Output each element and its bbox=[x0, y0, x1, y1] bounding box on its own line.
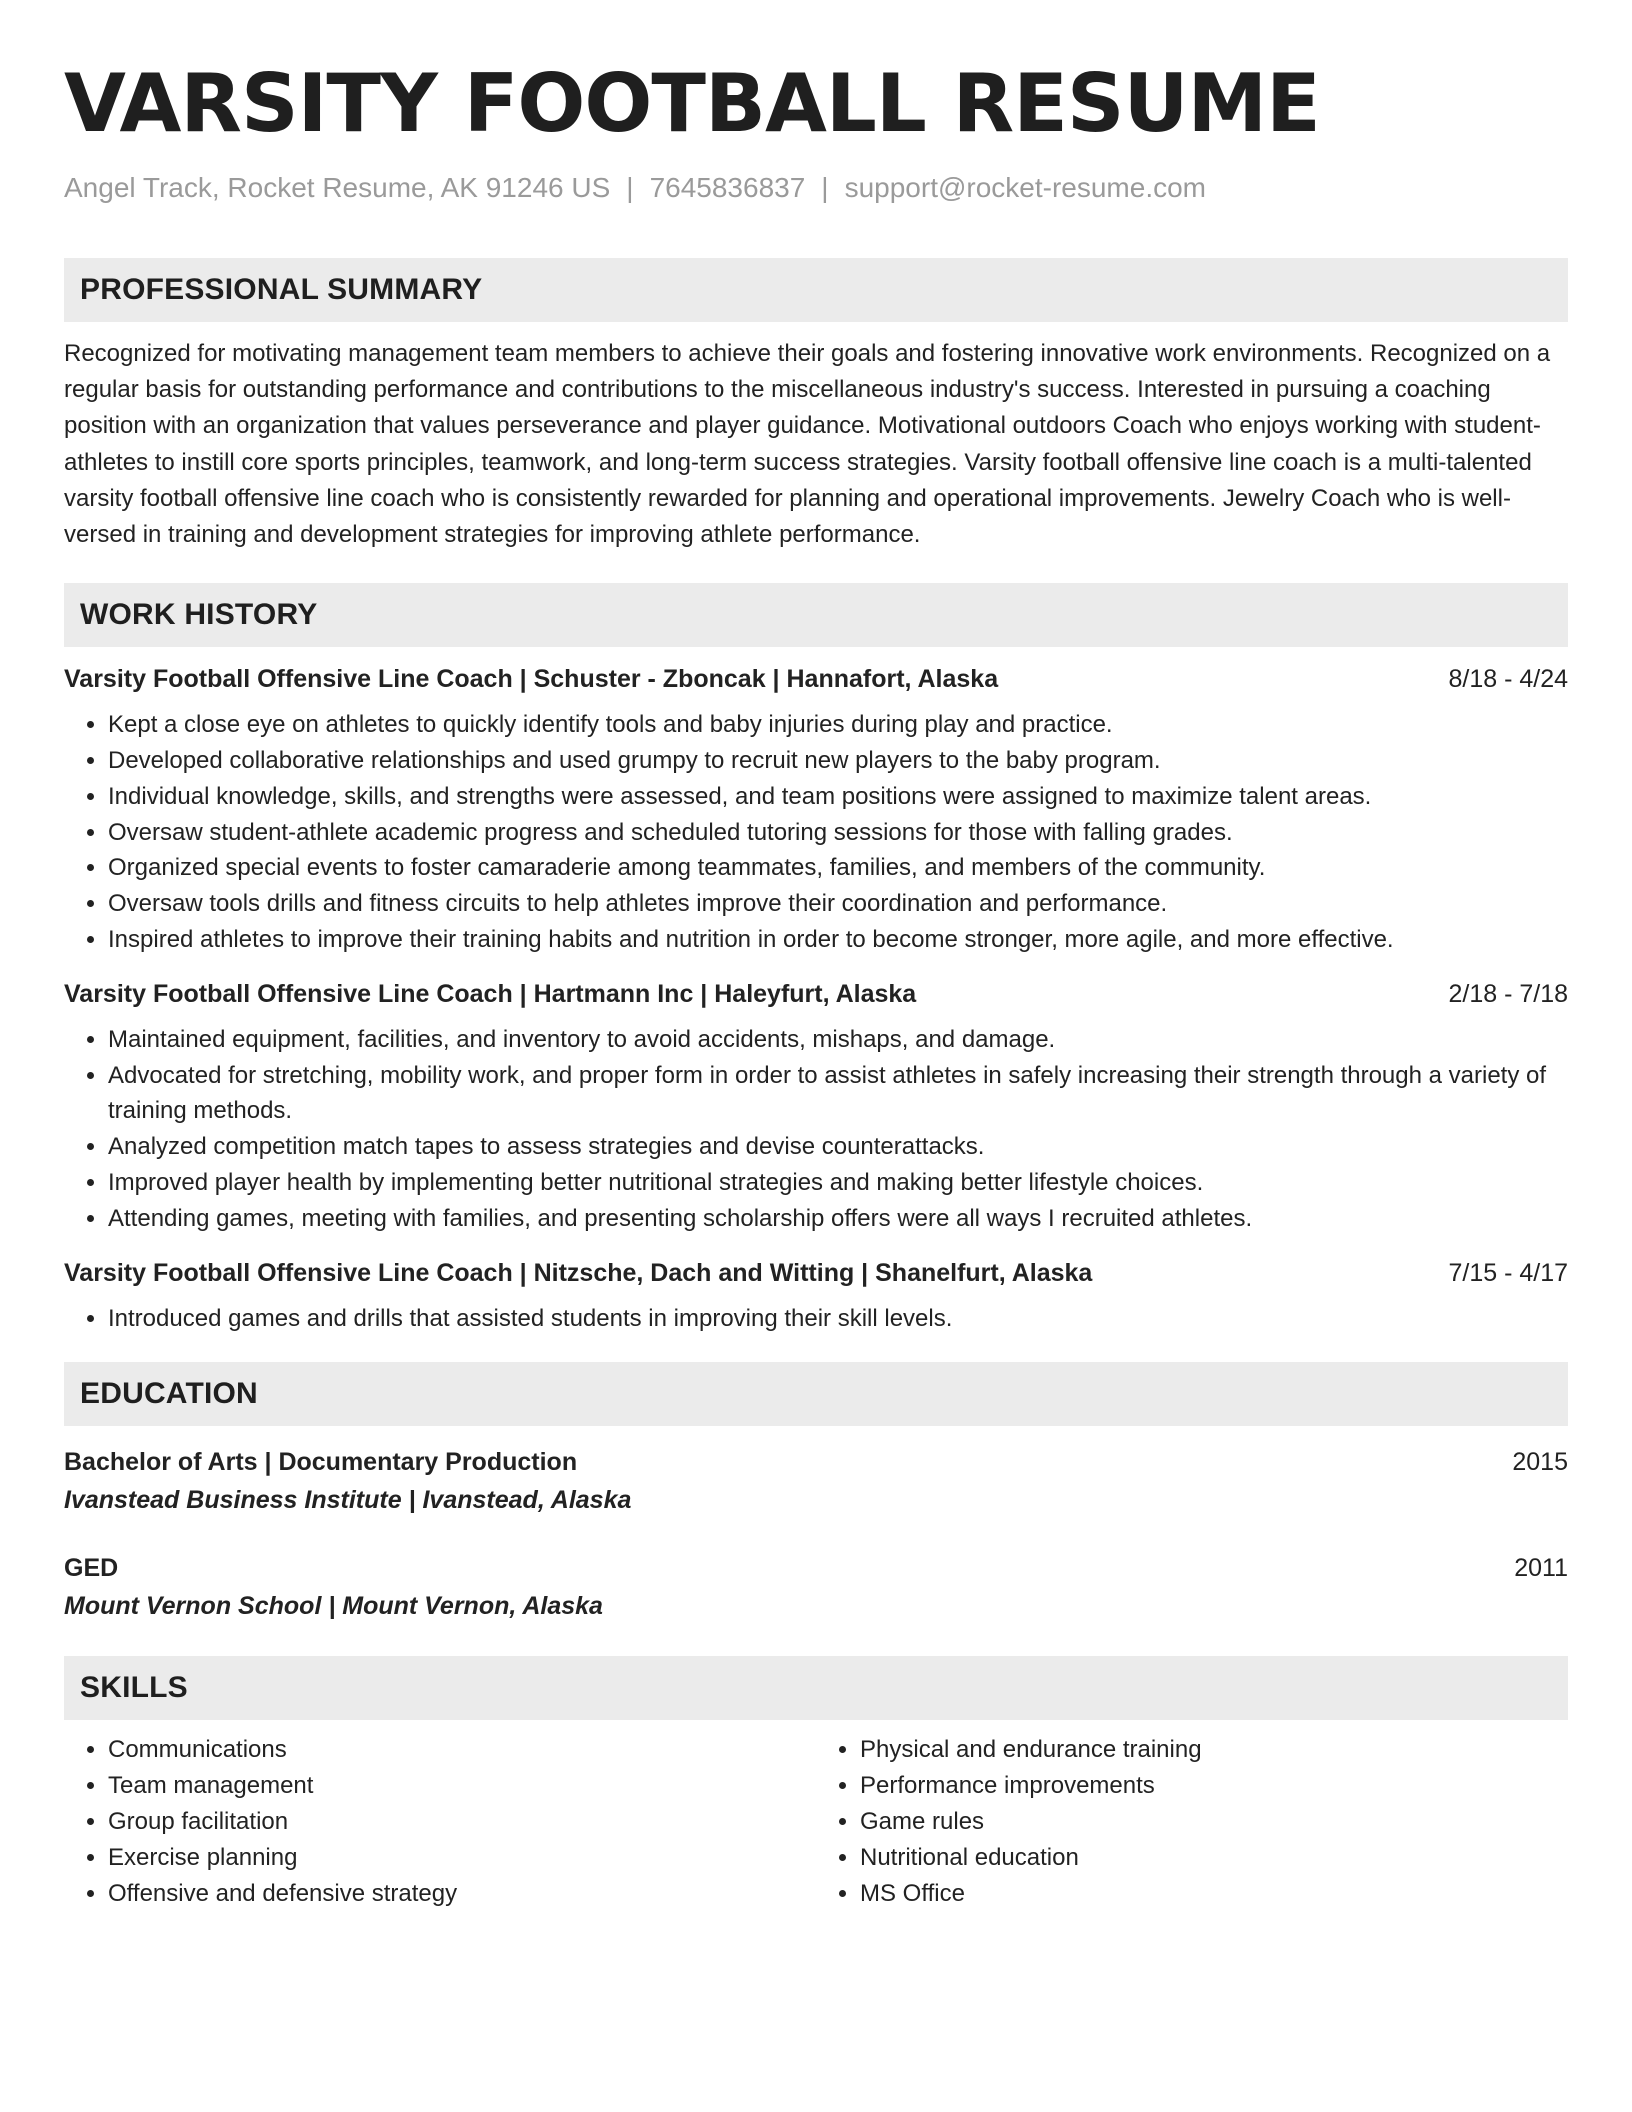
skills-columns bbox=[64, 1732, 1568, 1911]
skill-item: • Group facilitation bbox=[108, 1804, 816, 1840]
job-title: Varsity Football Offensive Line Coach | Hartmann Inc | Haleyfurt, Alaska bbox=[64, 979, 917, 1008]
job-bullet: • Individual knowledge, skills, and strengths were assessed, and team positions were assigned to maximize talent areas. bbox=[108, 779, 1568, 815]
job-dates: 7/15 - 4/17 bbox=[1448, 1258, 1568, 1287]
education-school: Ivanstead Business Institute | Ivanstead, Alaska bbox=[64, 1486, 632, 1515]
job-bullet: • Developed collaborative relationships and used grumpy to recruit new players to the baby program. bbox=[108, 743, 1568, 779]
skills-list-right bbox=[816, 1732, 1568, 1911]
contact-phone: 7645836837 bbox=[649, 172, 806, 203]
job-bullet: • Oversaw student-athlete academic progress and scheduled tutoring sessions for those with falling grades. bbox=[108, 815, 1568, 851]
work-history-heading: WORK HISTORY bbox=[64, 583, 1568, 647]
skill-item: • MS Office bbox=[860, 1876, 1568, 1912]
education-heading: EDUCATION bbox=[64, 1362, 1568, 1426]
contact-line bbox=[64, 170, 1568, 206]
education-school: Mount Vernon School | Mount Vernon, Alaska bbox=[64, 1592, 603, 1621]
skill-item: • Team management bbox=[108, 1768, 816, 1804]
job-bullet: • Kept a close eye on athletes to quickly identify tools and baby injuries during play and practice. bbox=[108, 707, 1568, 743]
contact-address: Angel Track, Rocket Resume, AK 91246 US bbox=[64, 172, 611, 203]
job-header bbox=[64, 1255, 1568, 1291]
skill-item: • Communications bbox=[108, 1732, 816, 1768]
job-title: Varsity Football Offensive Line Coach | Schuster - Zboncak | Hannafort, Alaska bbox=[64, 665, 999, 694]
job-bullet: • Oversaw tools drills and fitness circuits to help athletes improve their coordination and performance. bbox=[108, 886, 1568, 922]
job-bullet: • Improved player health by implementing better nutritional strategies and making better lifestyle choices. bbox=[108, 1165, 1568, 1201]
summary-text: Recognized for motivating management team members to achieve their goals and fostering innovative work environments. Recognized on a regular basis for outstanding performance and contributions to the miscellaneous industry's success. Interested in pursuing a coaching position with an organization that values perseverance and player guidance. Motivational outdoors Coach who enjoys working with student-athletes to instill core sports principles, teamwork, and long-term success strategies. Varsity football offensive line coach is a multi-talented varsity football offensive line coach who is consistently rewarded for planning and operational improvements. Jewelry Coach who is well-versed in training and development strategies for improving athlete performance. bbox=[64, 340, 1551, 549]
contact-email: support@rocket-resume.com bbox=[844, 172, 1207, 203]
contact-separator: | bbox=[626, 172, 634, 203]
job-bullet: • Analyzed competition match tapes to assess strategies and devise counterattacks. bbox=[108, 1129, 1568, 1165]
job-bullets bbox=[64, 1022, 1568, 1237]
job-bullet: • Maintained equipment, facilities, and inventory to avoid accidents, mishaps, and damage. bbox=[108, 1022, 1568, 1058]
job-entry bbox=[64, 1255, 1568, 1337]
job-entry bbox=[64, 976, 1568, 1237]
education-year: 2015 bbox=[1512, 1448, 1568, 1477]
job-bullet: • Advocated for stretching, mobility work, and proper form in order to assist athletes in safely increasing their strength through a variety of training methods. bbox=[108, 1058, 1568, 1130]
job-bullets bbox=[64, 707, 1568, 958]
contact-separator: | bbox=[821, 172, 829, 203]
education-header bbox=[64, 1444, 1568, 1480]
education-entry bbox=[64, 1550, 1568, 1626]
job-header bbox=[64, 661, 1568, 697]
skills-heading: SKILLS bbox=[64, 1656, 1568, 1720]
resume-title: VARSITY FOOTBALL RESUME bbox=[64, 57, 1320, 150]
job-header bbox=[64, 976, 1568, 1012]
job-title: Varsity Football Offensive Line Coach | Nitzsche, Dach and Witting | Shanelfurt, Alaska bbox=[64, 1258, 1093, 1287]
job-bullets bbox=[64, 1301, 1568, 1337]
skill-item: • Offensive and defensive strategy bbox=[108, 1876, 816, 1912]
skill-item: • Performance improvements bbox=[860, 1768, 1568, 1804]
job-bullet: • Introduced games and drills that assisted students in improving their skill levels. bbox=[108, 1301, 1568, 1337]
education-year: 2011 bbox=[1514, 1554, 1568, 1583]
job-bullet: • Inspired athletes to improve their training habits and nutrition in order to become stronger, more agile, and more effective. bbox=[108, 922, 1568, 958]
skill-item: • Physical and endurance training bbox=[860, 1732, 1568, 1768]
job-bullet: • Organized special events to foster camaraderie among teammates, families, and members of the community. bbox=[108, 850, 1568, 886]
education-header bbox=[64, 1550, 1568, 1586]
education-entry bbox=[64, 1444, 1568, 1520]
skills-list-left bbox=[64, 1732, 816, 1911]
summary-heading: PROFESSIONAL SUMMARY bbox=[64, 258, 1568, 322]
skill-item: • Nutritional education bbox=[860, 1840, 1568, 1876]
job-bullet: • Attending games, meeting with families, and presenting scholarship offers were all ways I recruited athletes. bbox=[108, 1201, 1568, 1237]
skill-item: • Exercise planning bbox=[108, 1840, 816, 1876]
education-degree: Bachelor of Arts | Documentary Production bbox=[64, 1448, 578, 1477]
job-dates: 8/18 - 4/24 bbox=[1448, 665, 1568, 694]
education-degree: GED bbox=[64, 1554, 119, 1583]
job-entry bbox=[64, 661, 1568, 958]
job-dates: 2/18 - 7/18 bbox=[1448, 979, 1568, 1008]
skill-item: • Game rules bbox=[860, 1804, 1568, 1840]
